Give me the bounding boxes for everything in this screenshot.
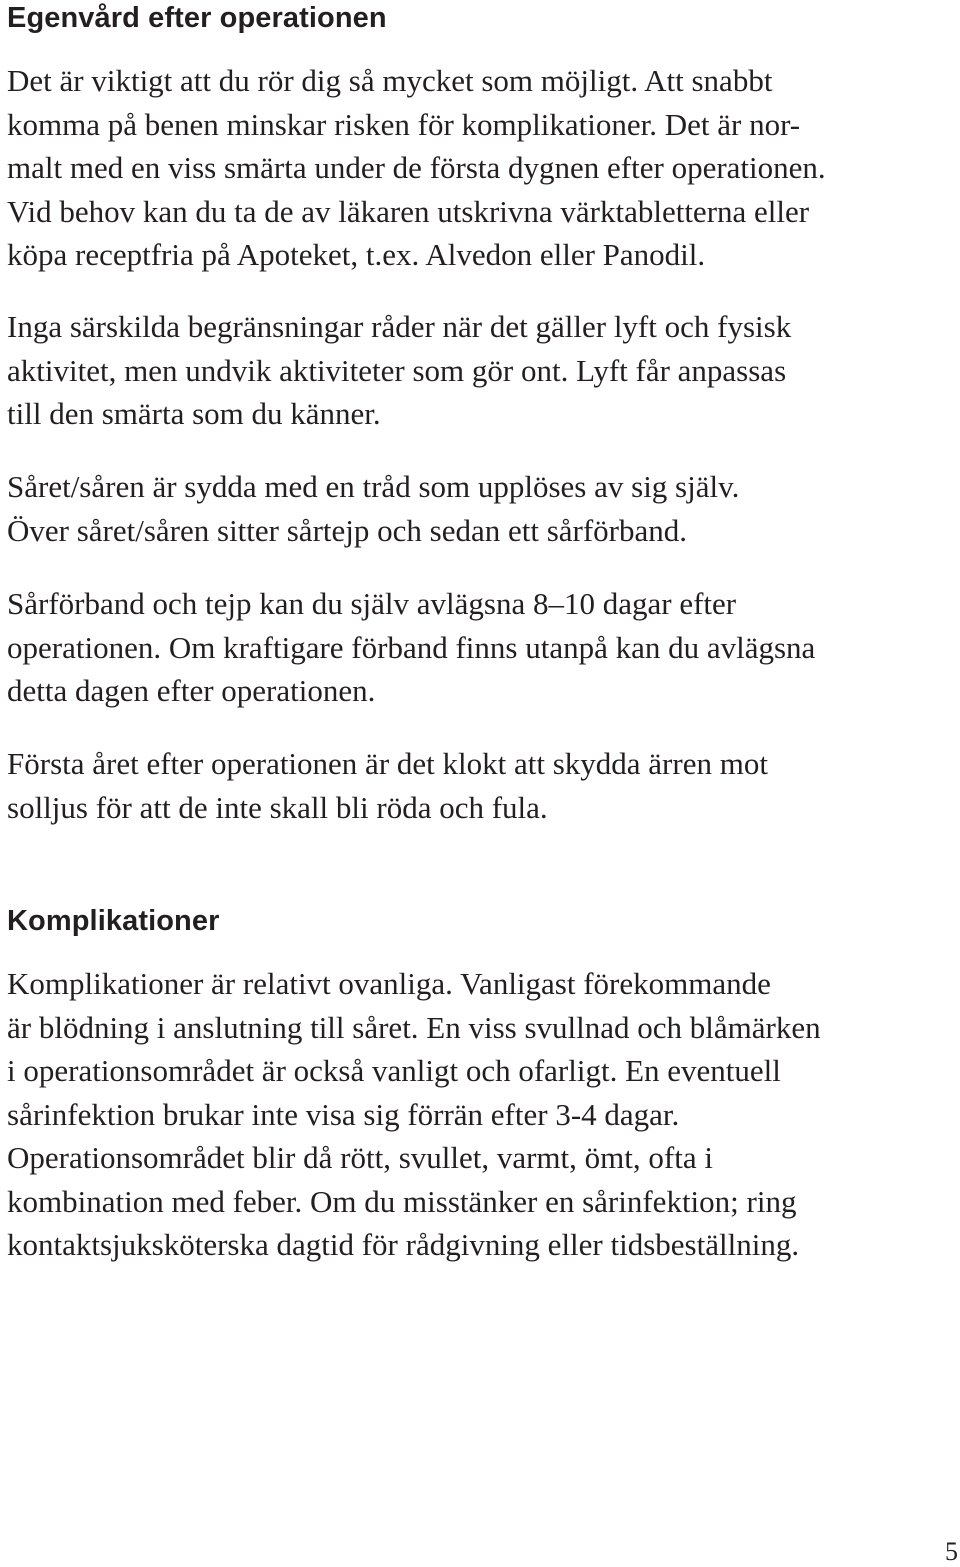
text-line: komma på benen minskar risken för komplikationer. Det är nor- <box>7 106 801 142</box>
text-line: är blödning i anslutning till såret. En viss svullnad och blåmärken <box>7 1009 821 1045</box>
text-line: i operationsområdet är också vanligt och ofarligt. En eventuell <box>7 1053 781 1088</box>
page-number: 5 <box>945 1537 958 1566</box>
section-heading-egenvard: Egenvård efter operationen <box>7 2 387 34</box>
text-line: malt med en viss smärta under de första dygnen efter operationen. <box>7 150 826 185</box>
text-line: Vid behov kan du ta de av läkaren utskrivna värktabletterna eller <box>7 193 810 229</box>
paragraph-sun-protection <box>7 742 768 829</box>
paragraph-lifting <box>7 305 791 436</box>
text-line: Sårförband och tejp kan du själv avlägsna 8–10 dagar efter <box>7 586 737 621</box>
text-line: Komplikationer är relativt ovanliga. Vanligast förekommande <box>7 966 771 1001</box>
text-line: köpa receptfria på Apoteket, t.ex. Alvedon eller Panodil. <box>7 237 706 272</box>
text-line: solljus för att de inte skall bli röda och fula. <box>7 789 548 825</box>
text-line: Operationsområdet blir då rött, svullet, varmt, ömt, ofta i <box>7 1140 713 1175</box>
text-line: Det är viktigt att du rör dig så mycket som möjligt. Att snabbt <box>7 63 773 98</box>
paragraph-mobility <box>7 59 826 277</box>
text-line: Inga särskilda begränsningar råder när det gäller lyft och fysisk <box>7 309 792 344</box>
text-line: Såret/såren är sydda med en tråd som upplöses av sig själv. <box>7 469 740 504</box>
paragraph-sutures <box>7 465 739 552</box>
text-line: Över såret/såren sitter sårtejp och sedan ett sårförband. <box>7 512 688 548</box>
text-line: detta dagen efter operationen. <box>7 673 376 708</box>
section-heading-komplikationer: Komplikationer <box>7 905 220 937</box>
text-line: operationen. Om kraftigare förband finns utanpå kan du avlägsna <box>7 629 816 665</box>
text-line: aktivitet, men undvik aktiviteter som gör ont. Lyft får anpassas <box>7 352 787 388</box>
text-line: sårinfektion brukar inte visa sig förrän efter 3-4 dagar. <box>7 1096 680 1132</box>
text-line: kombination med feber. Om du misstänker en sårinfektion; ring <box>7 1183 797 1219</box>
paragraph-dressing <box>7 582 815 713</box>
text-line: kontaktsjuksköterska dagtid för rådgivning eller tidsbeställning. <box>7 1227 800 1262</box>
paragraph-complications <box>7 962 821 1267</box>
text-line: till den smärta som du känner. <box>7 396 381 431</box>
text-line: Första året efter operationen är det klokt att skydda ärren mot <box>7 746 768 781</box>
